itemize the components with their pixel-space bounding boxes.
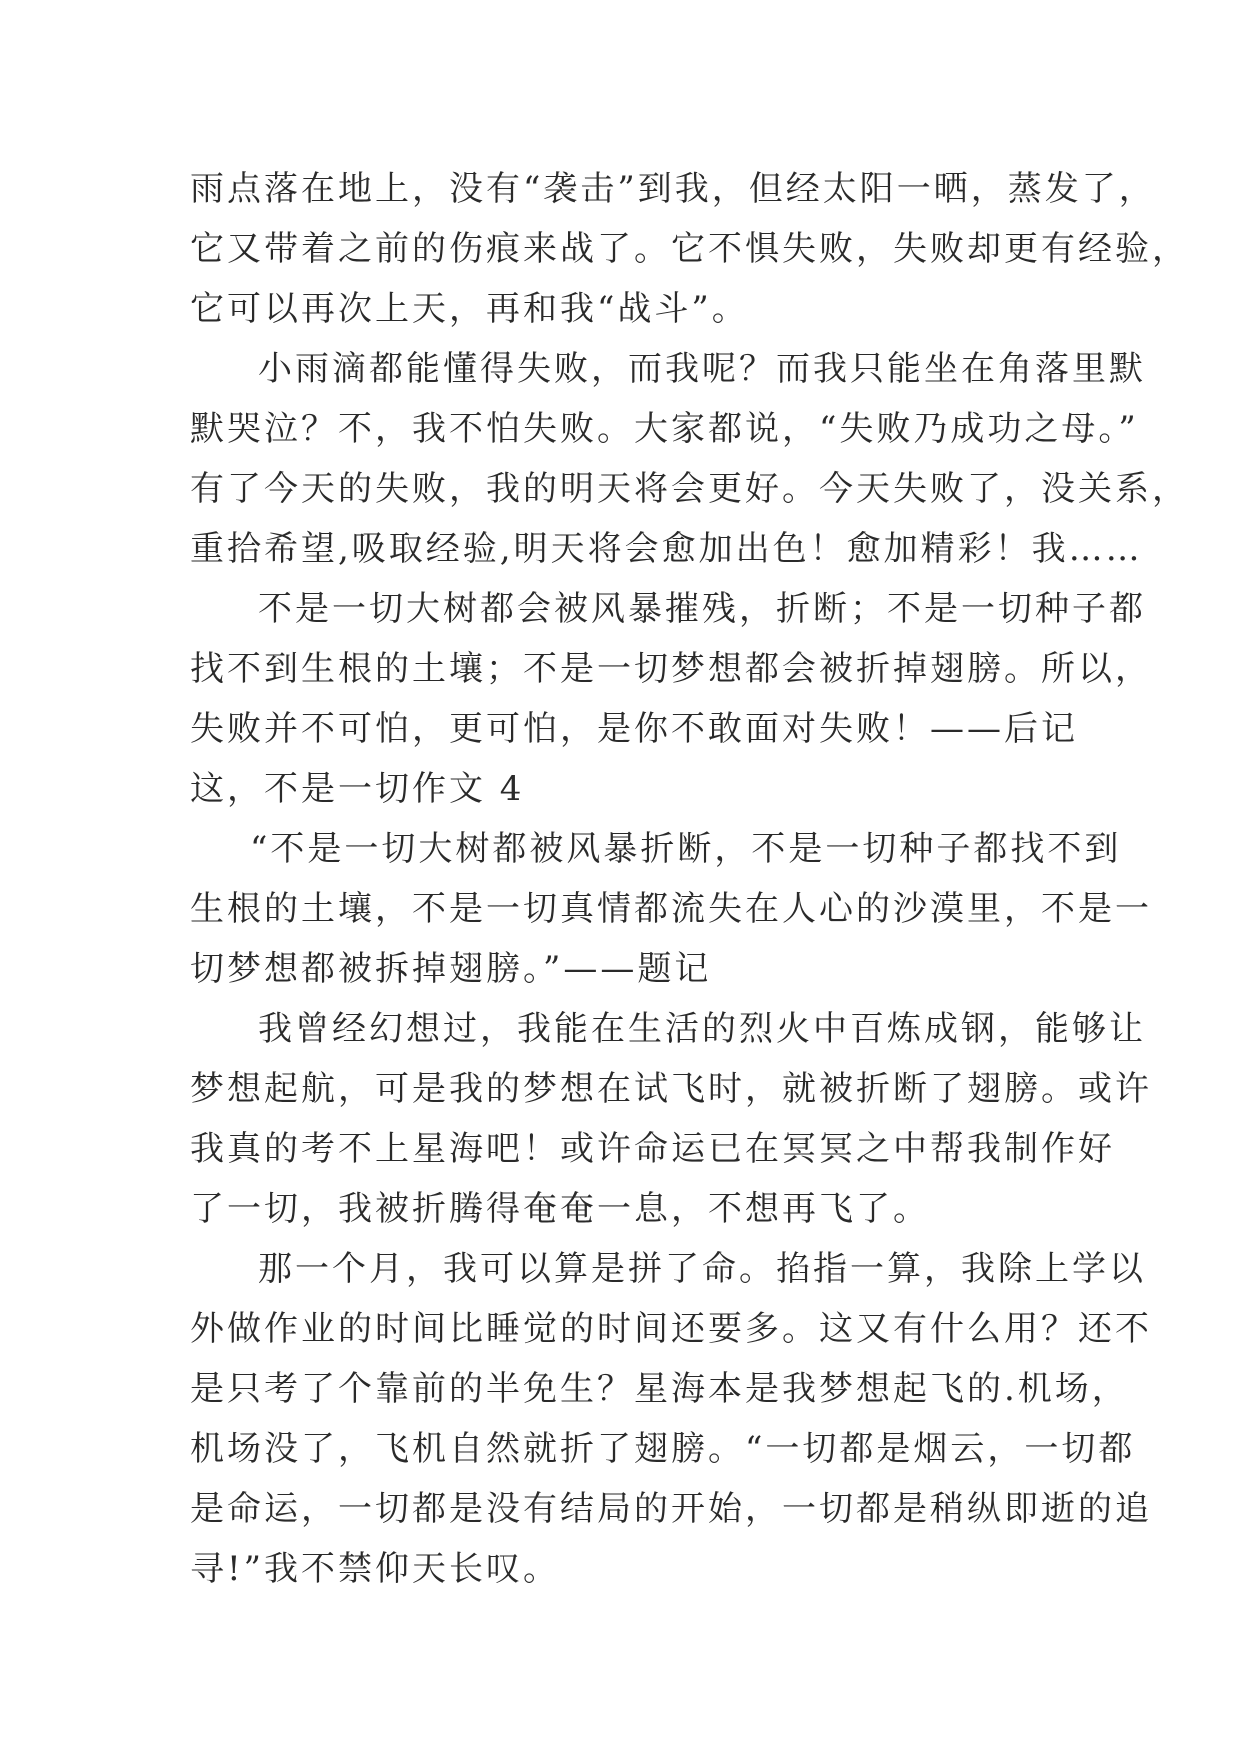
paragraph-first-line: “不是一切大树都被风暴折断，不是一切种子都找不到 (250, 829, 1122, 869)
text-line: 梦想起航，可是我的梦想在试飞时，就被折断了翅膀。或许 (190, 1069, 1152, 1109)
paragraph-first-line: 那一个月，我可以算是拼了命。掐指一算，我除上学以 (258, 1249, 1146, 1289)
paragraph-first-line: 小雨滴都能懂得失败，而我呢？而我只能坐在角落里默 (258, 349, 1146, 389)
text-line: 失败并不可怕，更可怕，是你不敢面对失败！——后记 (190, 709, 1078, 749)
text-line: 雨点落在地上，没有“袭击”到我，但经太阳一晒，蒸发了， (190, 169, 1156, 209)
text-line: 切梦想都被拆掉翅膀。”——题记 (190, 949, 712, 989)
paragraph-first-line: 不是一切大树都会被风暴摧残，折断；不是一切种子都 (258, 589, 1146, 629)
text-line: 我真的考不上星海吧！或许命运已在冥冥之中帮我制作好 (190, 1129, 1115, 1169)
text-line: 了一切，我被折腾得奄奄一息，不想再飞了。 (190, 1189, 930, 1229)
text-line: 它又带着之前的伤痕来战了。它不惧失败，失败却更有经验， (190, 229, 1189, 269)
text-line: 是命运，一切都是没有结局的开始，一切都是稍纵即逝的追 (190, 1489, 1152, 1529)
text-line: 找不到生根的土壤；不是一切梦想都会被折掉翅膀。所以， (190, 649, 1152, 689)
paragraph-first-line: 我曾经幻想过，我能在生活的烈火中百炼成钢，能够让 (258, 1009, 1146, 1049)
document-page (190, 159, 1189, 1599)
text-line: 默哭泣？不，我不怕失败。大家都说，“失败乃成功之母。” (190, 409, 1139, 449)
text-line: 生根的土壤，不是一切真情都流失在人心的沙漠里，不是一 (190, 889, 1152, 929)
section-title: 这，不是一切作文 4 (190, 769, 525, 809)
text-line: 寻!”我不禁仰天长叹。 (190, 1549, 561, 1589)
text-line: 重拾希望,吸取经验,明天将会愈加出色！愈加精彩！我…… (190, 529, 1143, 569)
text-line: 有了今天的失败，我的明天将会更好。今天失败了，没关系， (190, 469, 1189, 509)
text-line: 机场没了，飞机自然就折了翅膀。“一切都是烟云，一切都 (190, 1429, 1136, 1469)
text-line: 它可以再次上天，再和我“战斗”。 (190, 289, 749, 329)
text-line: 是只考了个靠前的半免生？星海本是我梦想起飞的.机场， (190, 1369, 1129, 1409)
text-line: 外做作业的时间比睡觉的时间还要多。这又有什么用？还不 (190, 1309, 1152, 1349)
